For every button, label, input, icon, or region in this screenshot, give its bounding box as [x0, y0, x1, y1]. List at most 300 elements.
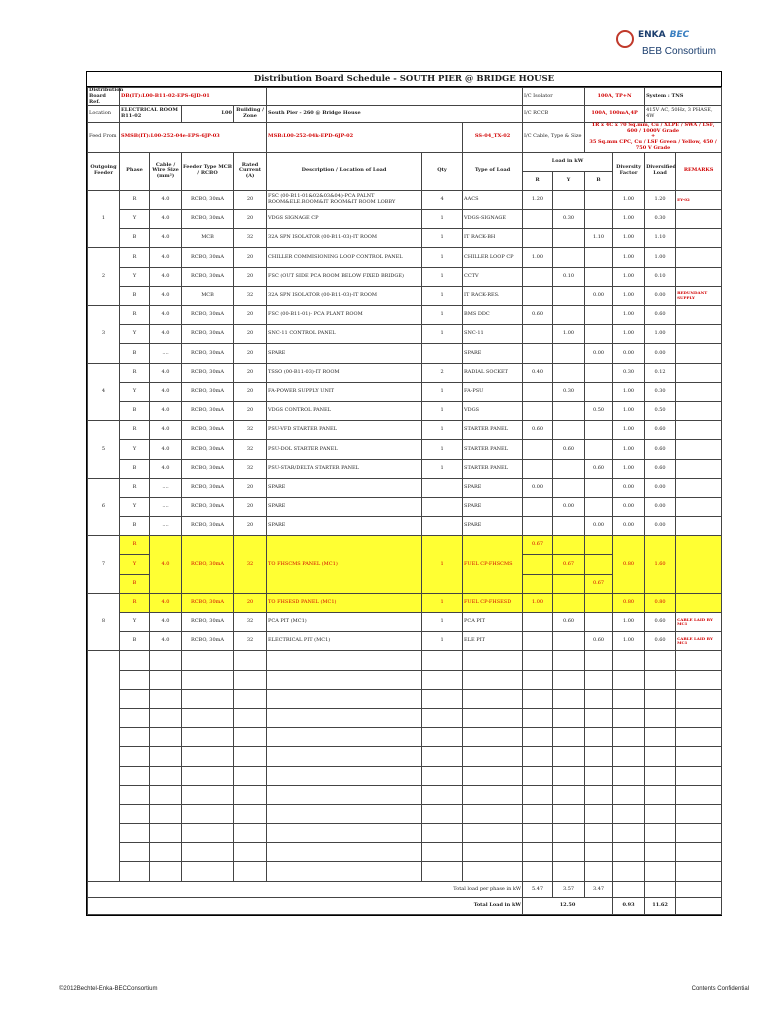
load-description: SPARE	[267, 478, 422, 497]
phase: R	[120, 248, 150, 267]
remarks	[676, 459, 722, 478]
empty-cell	[234, 670, 267, 689]
rated-current: 32	[234, 613, 267, 632]
diversified-load: 1.10	[645, 229, 676, 248]
empty-cell	[463, 747, 523, 766]
remarks	[676, 497, 722, 516]
table-row	[88, 363, 722, 382]
location: ELECTRICAL ROOM B11-02	[120, 106, 182, 123]
load-b: 0.00	[585, 517, 613, 536]
empty-cell	[676, 766, 722, 785]
load-r	[523, 229, 553, 248]
load-type: SNC-11	[463, 325, 523, 344]
remarks	[676, 382, 722, 401]
load-r: 1.00	[523, 593, 553, 612]
table-row	[88, 459, 722, 478]
f7-r: 0.67	[523, 536, 553, 555]
empty-cell	[645, 728, 676, 747]
load-y	[553, 632, 585, 651]
diversified-load: 0.00	[645, 497, 676, 516]
load-description: FA-POWER SUPPLY UNIT	[267, 382, 422, 401]
phase: Y	[120, 440, 150, 459]
table-row	[88, 613, 722, 632]
table-row	[88, 421, 722, 440]
f7-type: RCBO, 30mA	[182, 536, 234, 594]
rated-current: 20	[234, 210, 267, 229]
phase: R	[120, 478, 150, 497]
load-b: 0.00	[585, 286, 613, 305]
cable-size: 4.0	[150, 306, 182, 325]
cable-size: 4.0	[150, 632, 182, 651]
blank-cell	[645, 881, 676, 898]
empty-cell	[182, 824, 234, 843]
empty-cell	[120, 728, 150, 747]
empty-cell	[553, 728, 585, 747]
cable-size: 4.0	[150, 229, 182, 248]
remarks	[676, 325, 722, 344]
load-description: SPARE	[267, 497, 422, 516]
empty-row	[88, 785, 722, 804]
f7-dl: 1.60	[645, 536, 676, 594]
f7-b: 0.67	[585, 574, 613, 593]
load-b: 0.60	[585, 459, 613, 478]
feeder-type: RCBO, 30mA	[182, 382, 234, 401]
empty-cell	[585, 670, 613, 689]
empty-cell	[422, 708, 463, 727]
load-b	[585, 363, 613, 382]
empty-cell	[523, 766, 553, 785]
table-row	[88, 190, 722, 209]
empty-cell	[523, 728, 553, 747]
rated-current: 20	[234, 306, 267, 325]
empty-cell	[676, 689, 722, 708]
phase: Y	[120, 325, 150, 344]
header-load-kw: Load in kW	[523, 152, 613, 171]
empty-cell	[182, 708, 234, 727]
diversity-factor: 1.00	[613, 286, 645, 305]
empty-cell	[676, 708, 722, 727]
empty-cell	[523, 824, 553, 843]
empty-cell	[645, 689, 676, 708]
phase: Y	[120, 210, 150, 229]
diversity-factor: 1.00	[613, 632, 645, 651]
empty-cell	[120, 689, 150, 708]
empty-cell	[267, 862, 422, 881]
load-b	[585, 210, 613, 229]
diversified-load: 0.60	[645, 440, 676, 459]
load-type: AACS	[463, 190, 523, 209]
remarks	[676, 267, 722, 286]
total-dl: 11.62	[645, 898, 676, 915]
load-description: FSC (00-B11-01&02&03&04)-PCA PALNT ROOM&ELE.ROOM&IT ROOM&IT ROOM LOBBY	[267, 190, 422, 209]
empty-cell	[182, 728, 234, 747]
empty-cell	[463, 689, 523, 708]
rated-current: 20	[234, 517, 267, 536]
empty-cell	[523, 785, 553, 804]
empty-cell	[234, 689, 267, 708]
empty-cell	[463, 651, 523, 670]
feeder-type: RCBO, 30mA	[182, 517, 234, 536]
diversified-load: 1.00	[645, 248, 676, 267]
empty-cell	[553, 670, 585, 689]
rated-current: 20	[234, 190, 267, 209]
quantity: 1	[422, 401, 463, 420]
remarks	[676, 306, 722, 325]
rated-current: 20	[234, 325, 267, 344]
empty-cell	[523, 843, 553, 862]
load-b	[585, 267, 613, 286]
empty-row	[88, 804, 722, 823]
rated-current: 20	[234, 593, 267, 612]
load-y	[553, 286, 585, 305]
db-ref-label: Distribution Board Ref.	[89, 87, 124, 105]
load-y	[553, 306, 585, 325]
empty-cell	[463, 804, 523, 823]
empty-cell	[523, 651, 553, 670]
remarks: EY-02	[676, 190, 722, 209]
logo-brand: ENKA BEC	[638, 30, 690, 40]
ic-cable-line1: 1R x 4C x 70 Sq.mm, Cu / XLPE / SWA / LSF, 600 / 1000V Grade	[591, 121, 715, 134]
f7-blank	[585, 536, 613, 555]
empty-cell	[463, 766, 523, 785]
feeder-type: RCBO, 30mA	[182, 632, 234, 651]
phase: Y	[120, 613, 150, 632]
table-row	[88, 344, 722, 363]
diversified-load: 0.00	[645, 286, 676, 305]
quantity: 1	[422, 248, 463, 267]
load-type: SPARE	[463, 478, 523, 497]
phase: R	[120, 190, 150, 209]
load-r: 0.00	[523, 478, 553, 497]
empty-cell	[234, 804, 267, 823]
empty-cell	[553, 766, 585, 785]
remarks	[676, 344, 722, 363]
empty-cell	[645, 766, 676, 785]
load-y	[553, 401, 585, 420]
empty-cell	[120, 708, 150, 727]
cable-size: 4.0	[150, 210, 182, 229]
empty-cell	[120, 824, 150, 843]
cable-size: 4.0	[150, 190, 182, 209]
empty-cell	[234, 785, 267, 804]
diversity-factor: 0.00	[613, 517, 645, 536]
empty-cell	[676, 843, 722, 862]
f7-remarks	[676, 536, 722, 594]
empty-cell	[645, 785, 676, 804]
cable-size: ....	[150, 517, 182, 536]
empty-cell	[267, 670, 422, 689]
empty-cell	[676, 804, 722, 823]
empty-cell	[613, 804, 645, 823]
load-b	[585, 306, 613, 325]
table-row	[88, 440, 722, 459]
empty-cell	[120, 804, 150, 823]
table-row	[88, 325, 722, 344]
header-rated-current: Rated Current (A)	[234, 152, 267, 190]
rated-current: 32	[234, 459, 267, 478]
f7-blank	[523, 555, 553, 574]
header-type-of-load: Type of Load	[463, 152, 523, 190]
header-qty: Qty	[422, 152, 463, 190]
f7-desc: TO FHSCMS PANEL (MC1)	[267, 536, 422, 594]
phase: B	[120, 459, 150, 478]
load-type: CCTV	[463, 267, 523, 286]
empty-cell	[463, 862, 523, 881]
load-y	[553, 421, 585, 440]
load-type: PCA PIT	[463, 613, 523, 632]
feeder-type: RCBO, 30mA	[182, 401, 234, 420]
diversity-factor: 1.00	[613, 210, 645, 229]
empty-cell	[234, 747, 267, 766]
rated-current: 20	[234, 497, 267, 516]
load-r	[523, 497, 553, 516]
cable-size: 4.0	[150, 382, 182, 401]
feed-from-1: SMSB(IT):L00-252-04e-EPS-6JP-03	[120, 122, 267, 152]
load-b: 0.50	[585, 401, 613, 420]
load-y	[553, 363, 585, 382]
feed-from-2: MSB:L00-252-04k-EPD-6JP-02	[267, 122, 463, 152]
empty-cell	[182, 804, 234, 823]
table-row	[88, 478, 722, 497]
empty-cell	[422, 785, 463, 804]
diversified-load: 0.80	[645, 593, 676, 612]
diversity-factor: 1.00	[613, 229, 645, 248]
remarks	[676, 421, 722, 440]
feeder-number: 4	[88, 363, 120, 421]
phase: R	[120, 421, 150, 440]
feeder-type: MCB	[182, 286, 234, 305]
feeder-type: MCB	[182, 229, 234, 248]
feeder-type: RCBO, 30mA	[182, 210, 234, 229]
empty-cell	[645, 862, 676, 881]
empty-cell	[463, 824, 523, 843]
remarks	[676, 517, 722, 536]
load-type: BMS DDC	[463, 306, 523, 325]
supply-spec: 415V AC, 50Hz, 3 PHASE, 4W	[645, 106, 722, 123]
load-type: IT RACK-RES.	[463, 286, 523, 305]
rated-current: 20	[234, 344, 267, 363]
quantity: 1	[422, 382, 463, 401]
load-b	[585, 382, 613, 401]
f7-y: 0.67	[553, 555, 585, 574]
feeder-type: RCBO, 30mA	[182, 421, 234, 440]
load-type: STARTER PANEL	[463, 421, 523, 440]
remarks	[676, 248, 722, 267]
load-y: 0.60	[553, 440, 585, 459]
load-description: FSC (OUT SIDE PCA ROOM BELOW FIXED BRIDGE)	[267, 267, 422, 286]
system-type: System : TNS	[645, 88, 722, 106]
schedule-table	[87, 87, 722, 915]
empty-cell	[182, 651, 234, 670]
load-r	[523, 440, 553, 459]
empty-cell	[645, 824, 676, 843]
cable-size: 4.0	[150, 593, 182, 612]
empty-cell	[422, 747, 463, 766]
empty-cell	[120, 747, 150, 766]
header-diversified: Diversified Load	[645, 152, 676, 190]
bz-label: Building / Zone	[234, 106, 267, 123]
empty-cell	[120, 785, 150, 804]
ic-cable-label: I/C Cable, Type & Size	[523, 122, 585, 152]
empty-cell	[150, 843, 182, 862]
quantity: 1	[422, 440, 463, 459]
empty-cell	[267, 785, 422, 804]
header-b: B	[585, 171, 613, 190]
empty-cell	[150, 728, 182, 747]
f7-phase-r: R	[120, 536, 150, 555]
empty-cell	[676, 670, 722, 689]
empty-cell	[585, 804, 613, 823]
cable-size: 4.0	[150, 421, 182, 440]
load-r	[523, 613, 553, 632]
cable-size: 4.0	[150, 440, 182, 459]
feed-from-3: SS-04_TX-02	[463, 122, 523, 152]
f7-phase-y: Y	[120, 555, 150, 574]
empty-cell	[676, 785, 722, 804]
blank-cell	[267, 88, 523, 106]
phase: R	[120, 593, 150, 612]
diversified-load: 0.00	[645, 478, 676, 497]
remarks	[676, 478, 722, 497]
empty-cell	[267, 689, 422, 708]
table-row	[88, 382, 722, 401]
empty-cell	[523, 747, 553, 766]
table-row	[88, 401, 722, 420]
empty-cell	[422, 862, 463, 881]
empty-cell	[645, 747, 676, 766]
empty-cell	[234, 843, 267, 862]
load-b: 1.10	[585, 229, 613, 248]
diversified-load: 0.60	[645, 421, 676, 440]
total-load-row	[88, 898, 722, 915]
feeder-type: RCBO, 30mA	[182, 459, 234, 478]
load-y: 0.30	[553, 210, 585, 229]
empty-row	[88, 689, 722, 708]
load-r: 0.40	[523, 363, 553, 382]
diversity-factor: 1.00	[613, 421, 645, 440]
table-row	[88, 210, 722, 229]
rated-current: 32	[234, 421, 267, 440]
phase: Y	[120, 267, 150, 286]
company-logo	[616, 24, 746, 60]
quantity: 1	[422, 421, 463, 440]
load-y	[553, 593, 585, 612]
table-row	[88, 286, 722, 305]
diversified-load: 0.00	[645, 517, 676, 536]
ic-cable-spec	[585, 122, 722, 152]
empty-cell	[553, 824, 585, 843]
table-row	[88, 536, 722, 555]
empty-cell	[422, 728, 463, 747]
load-type: FUEL CP-FHSESD	[463, 593, 523, 612]
cable-size: ....	[150, 344, 182, 363]
ic-cable-line2: 35 Sq.mm CPC, Cu / LSF Green / Yellow, 450 / 750 V Grade	[589, 139, 717, 151]
empty-cell	[234, 708, 267, 727]
feeder-number: 3	[88, 306, 120, 364]
empty-cell	[463, 670, 523, 689]
empty-cell	[422, 651, 463, 670]
header-outgoing-feeder: Outgoing Feeder	[88, 152, 120, 190]
cable-size: ....	[150, 478, 182, 497]
f7-blank	[553, 574, 585, 593]
cable-size: 4.0	[150, 459, 182, 478]
remarks: REDUNDANT SUPPLY	[676, 286, 722, 305]
load-type: SPARE	[463, 344, 523, 363]
quantity: 1	[422, 593, 463, 612]
load-y: 0.60	[553, 613, 585, 632]
diversified-load: 0.60	[645, 613, 676, 632]
logo-consortium: BEB Consortium	[642, 46, 716, 57]
load-description: 32A SPN ISOLATOR (00-B11-03)-IT ROOM	[267, 229, 422, 248]
load-r: 1.20	[523, 190, 553, 209]
diversity-factor: 1.00	[613, 401, 645, 420]
diversity-factor: 1.00	[613, 440, 645, 459]
load-type: SPARE	[463, 517, 523, 536]
diversity-factor: 0.00	[613, 344, 645, 363]
cable-size: 4.0	[150, 363, 182, 382]
diversity-factor: 0.00	[613, 478, 645, 497]
empty-cell	[150, 651, 182, 670]
header-phase: Phase	[120, 152, 150, 190]
remarks	[676, 229, 722, 248]
db-ref: DB(IT):L00-B11-02-EPS-6JD-01	[120, 88, 267, 106]
location-label: Location	[88, 106, 120, 123]
empty-cell	[150, 862, 182, 881]
load-type: CHILLER LOOP CP	[463, 248, 523, 267]
empty-cell	[553, 651, 585, 670]
blank-cell	[676, 881, 722, 898]
load-description: PSU-STAR/DELTA STARTER PANEL	[267, 459, 422, 478]
load-r	[523, 267, 553, 286]
phase: R	[120, 363, 150, 382]
empty-cell	[676, 747, 722, 766]
empty-cell	[613, 766, 645, 785]
feeder-type: RCBO, 30mA	[182, 613, 234, 632]
diversified-load: 0.00	[645, 344, 676, 363]
load-y: 0.00	[553, 497, 585, 516]
cable-size: 4.0	[150, 613, 182, 632]
load-r	[523, 459, 553, 478]
diversified-load: 0.12	[645, 363, 676, 382]
load-description: SPARE	[267, 344, 422, 363]
total-y: 3.57	[553, 881, 585, 898]
load-description: 32A SPN ISOLATOR (00-B11-03)-IT ROOM	[267, 286, 422, 305]
feeder-type: RCBO, 30mA	[182, 593, 234, 612]
cable-size: 4.0	[150, 325, 182, 344]
empty-cell	[234, 862, 267, 881]
empty-row	[88, 670, 722, 689]
empty-cell	[645, 651, 676, 670]
quantity: 1	[422, 306, 463, 325]
empty-cell	[422, 766, 463, 785]
feeder-type: RCBO, 30mA	[182, 190, 234, 209]
load-description: TO FHSESD PANEL (MC1)	[267, 593, 422, 612]
load-y: 0.30	[553, 382, 585, 401]
table-row	[88, 517, 722, 536]
empty-cell	[553, 708, 585, 727]
cable-size: 4.0	[150, 286, 182, 305]
empty-cell	[120, 766, 150, 785]
empty-cell	[585, 728, 613, 747]
empty-cell	[523, 670, 553, 689]
load-y: 1.00	[553, 325, 585, 344]
empty-cell	[234, 651, 267, 670]
diversified-load: 0.50	[645, 401, 676, 420]
quantity	[422, 344, 463, 363]
load-description: TSSO (00-B11-03)-IT ROOM	[267, 363, 422, 382]
empty-cell	[150, 747, 182, 766]
feeder-number: 2	[88, 248, 120, 306]
